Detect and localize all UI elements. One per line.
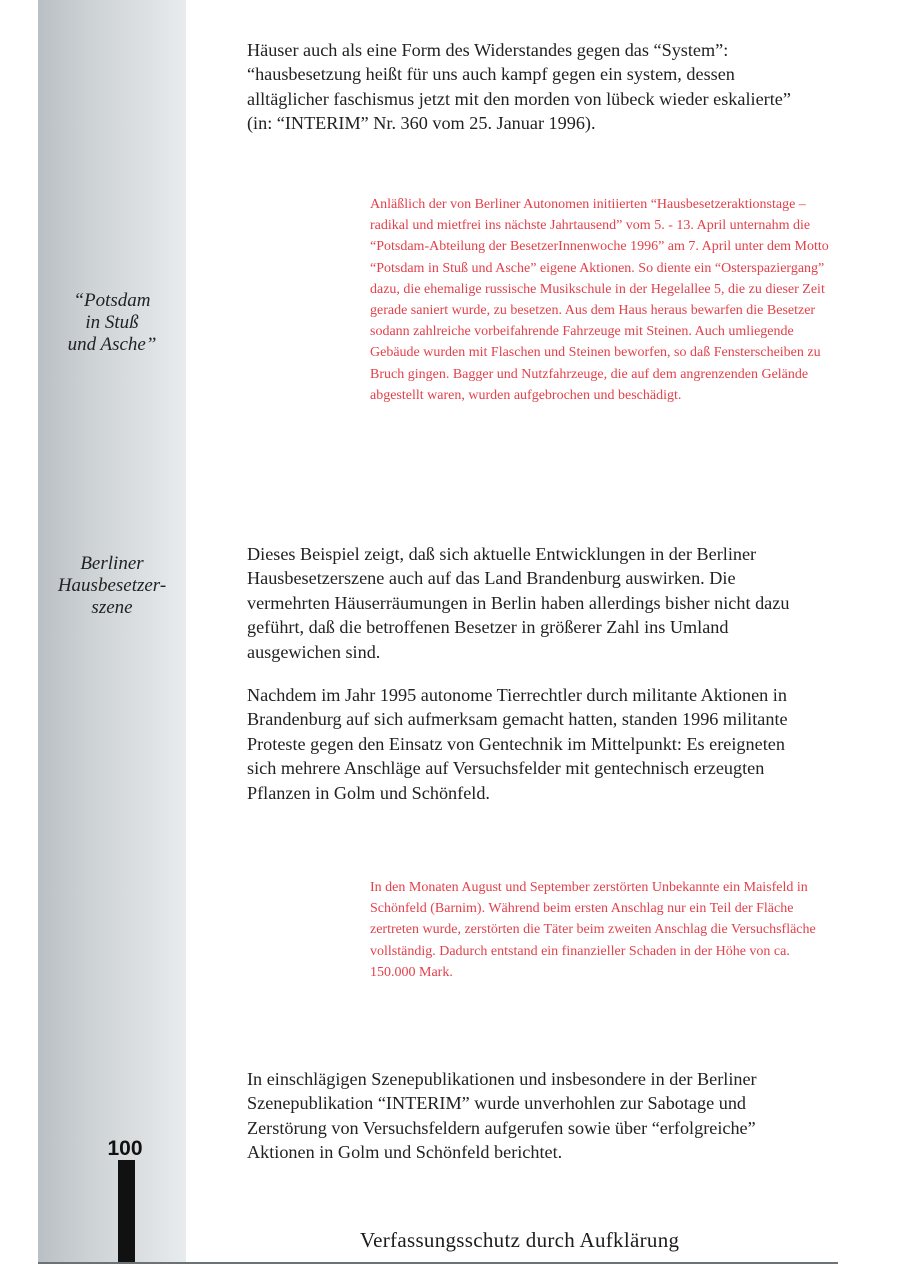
body-paragraph-2: Dieses Beispiel zeigt, daß sich aktuelle Entwicklungen in der Berliner Hausbesetzerszene auch auf das Land Brandenburg auswirken. Die vermehrten Häuserräumungen in Berlin haben allerdings bisher nicht dazu geführt, daß die betroffenen Besetzer in größerer Zahl ins Umland ausgewichen sind. [247, 544, 790, 662]
page-number-bar [118, 1160, 135, 1264]
body-paragraph-3: Nachdem im Jahr 1995 autonome Tierrechtler durch militante Aktionen in Brandenburg auf sich aufmerksam gemacht hatten, standen 1996 militante Proteste gegen den Einsatz von Gentechnik im Mittelpunkt: Es ereigneten sich mehrere Anschläge auf Versuchsfelder mit gentechnisch erzeugten Pflanzen in Golm und Schönfeld. [247, 685, 788, 803]
bottom-rule [38, 1262, 838, 1264]
body-paragraph-4: In einschlägigen Szenepublikationen und insbesondere in der Berliner Szenepublikation “INTERIM” wurde unverhohlen zur Sabotage und Zerstörung von Versuchsfeldern aufgerufen sowie über “erfolgreiche” Aktionen in Golm und Schönfeld berichtet. [247, 1069, 757, 1163]
quote-block-schoenfeld: In den Monaten August und September zerstörten Unbekannte ein Maisfeld in Schönfeld (Barnim). Während beim ersten Anschlag nur ein Teil der Fläche zertreten wurde, zerstörten die Täter beim zweiten Anschlag die Versuchsfläche vollständig. Dadurch entstand ein finanzieller Schaden in der Höhe von ca. 150.000 Mark. [370, 880, 816, 980]
page-footer: Verfassungsschutz durch Aufklärung [360, 1228, 680, 1252]
margin-heading-potsdam: “Potsdam in Stuß und Asche” [67, 290, 157, 355]
page-number: 100 [107, 1137, 143, 1160]
quote-block-potsdam: Anläßlich der von Berliner Autonomen initiierten “Hausbesetzeraktionstage – radikal und mietfrei ins nächste Jahrtausend” vom 5. - 13. April unternahm die “Potsdam-Abteilung der BesetzerInnenwoche 1996” am 7. April unter dem Motto “Potsdam in Stuß und Asche” eigene Aktionen. So diente ein “Osterspaziergang” dazu, die ehemalige russische Musikschule in der Hegelallee 5, die zu dieser Zeit gerade saniert wurde, zu besetzen. Aus dem Haus heraus bewarfen die Besetzer sodann zahlreiche vorbeifahrende Fahrzeuge mit Steinen. Auch umliegende Gebäude wurden mit Flaschen und Steinen beworfen, so daß Fensterscheiben zu Bruch gingen. Bagger und Nutzfahrzeuge, die auf dem angrenzenden Gelände abgestellt waren, wurden aufgebrochen und beschädigt. [370, 197, 829, 403]
margin-heading-hausbesetzerszene: Berliner Hausbesetzer- szene [57, 553, 167, 618]
body-paragraph-1: Häuser auch als eine Form des Widerstandes gegen das “System”: “hausbesetzung heißt für uns auch kampf gegen ein system, dessen alltäglicher faschismus jetzt mit den morden von lübeck wieder eskalierte” (in: “INTERIM” Nr. 360 vom 25. Januar 1996). [247, 40, 791, 134]
sidebar-margin [38, 0, 186, 1264]
